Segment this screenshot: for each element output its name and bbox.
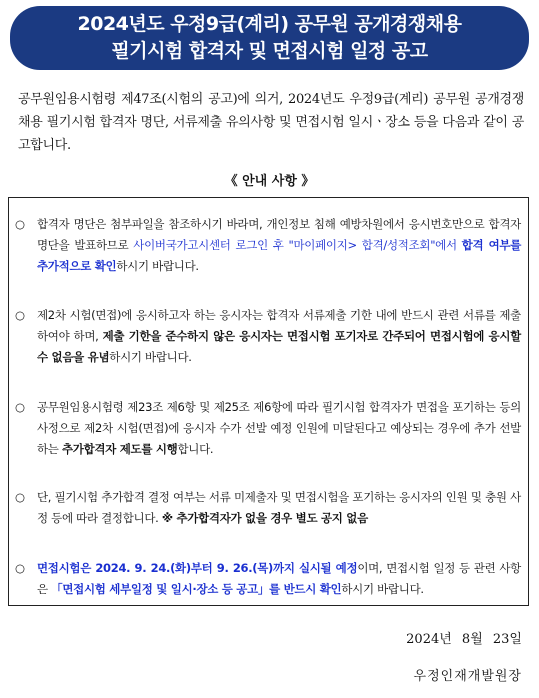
notice-item-1 xyxy=(15,214,521,277)
item-4-bold-text: ※ 추가합격자가 없을 경우 별도 공지 없음 xyxy=(161,511,368,525)
item-5-text: 이며, 면접시험 일정 등 관련 사항은 xyxy=(37,561,521,596)
item-3-text: 공무원임용시험령 제23조 제6항 및 제25조 제6항에 따라 필기시험 합격자가 면접을 포기하는 등의 사정으로 제2차 시험(면접)에 응시자 수가 선발 예정 인원에 미달된다고 예상되는 경우에 추가 선발하는 xyxy=(37,400,521,456)
announcement-date: 2024년 8월 23일 xyxy=(406,632,522,647)
item-1-text: 합격자 명단은 첨부파일을 참조하시기 바라며, 개인정보 침해 예방차원에서 응시번호만으로 합격자 명단을 발표하므로 xyxy=(37,217,521,252)
bullet-circle-icon: ○ xyxy=(15,400,25,414)
notice-item-5 xyxy=(15,558,521,600)
intro-paragraph: 공무원임용시험령 제47조(시험의 공고)에 의거, 2024년도 우정9급(계리) 공무원 공개경쟁채용 필기시험 합격자 명단, 서류제출 유의사항 및 면접시험 일시ㆍ장소 등을 다음과 같이 공고합니다. xyxy=(18,92,524,153)
title-line-1: 2024년도 우정9급(계리) 공무원 공개경쟁채용 xyxy=(77,13,462,35)
title-line-2: 필기시험 합격자 및 면접시험 일정 공고 xyxy=(111,40,428,62)
item-2-bold-text: 제출 기한을 준수하지 않은 응시자는 면접시험 포기자로 간주되어 면접시험에 응시할 수 없음을 유념 xyxy=(37,329,521,364)
bullet-circle-icon: ○ xyxy=(15,217,25,231)
bullet-circle-icon: ○ xyxy=(15,308,25,322)
item-2-tail: 하시기 바랍니다. xyxy=(109,350,192,364)
notice-heading: 《 안내 사항 》 xyxy=(224,174,315,189)
item-1-bold-blue-text: 합격 여부를 추가적으로 확인 xyxy=(37,238,522,273)
bullet-circle-icon: ○ xyxy=(15,561,25,575)
item-1-tail: 하시기 바랍니다. xyxy=(116,259,199,273)
notice-item-2 xyxy=(15,305,521,368)
title-banner xyxy=(10,6,529,70)
notice-item-3 xyxy=(15,397,521,460)
item-5-bold-blue-text: 면접시험은 2024. 9. 24.(화)부터 9. 26.(목)까지 실시될 예정 xyxy=(37,561,358,575)
notice-item-4 xyxy=(15,487,521,529)
bullet-circle-icon: ○ xyxy=(15,490,25,504)
notice-box xyxy=(8,197,529,606)
item-5-bold-blue-text-2: 「면접시험 세부일정 및 일시·장소 등 공고」를 반드시 확인 xyxy=(51,582,342,596)
item-3-bold-text: 추가합격자 제도를 시행 xyxy=(61,442,178,456)
issuer-signature: 우정인재개발원장 xyxy=(413,669,522,684)
item-2-text: 제2차 시험(면접)에 응시하고자 하는 응시자는 합격자 서류제출 기한 내에 반드시 관련 서류를 제출하여야 하며, xyxy=(37,308,521,343)
item-3-tail: 합니다. xyxy=(177,442,214,456)
item-4-text: 단, 필기시험 추가합격 결정 여부는 서류 미제출자 및 면접시험을 포기하는 응시자의 인원 및 충원 사정 등에 따라 결정합니다. xyxy=(37,490,521,525)
item-1-blue-text: 사이버국가고시센터 로그인 후 "마이페이지> 합격/성적조회"에서 xyxy=(133,238,462,252)
item-5-tail: 하시기 바랍니다. xyxy=(341,582,424,596)
